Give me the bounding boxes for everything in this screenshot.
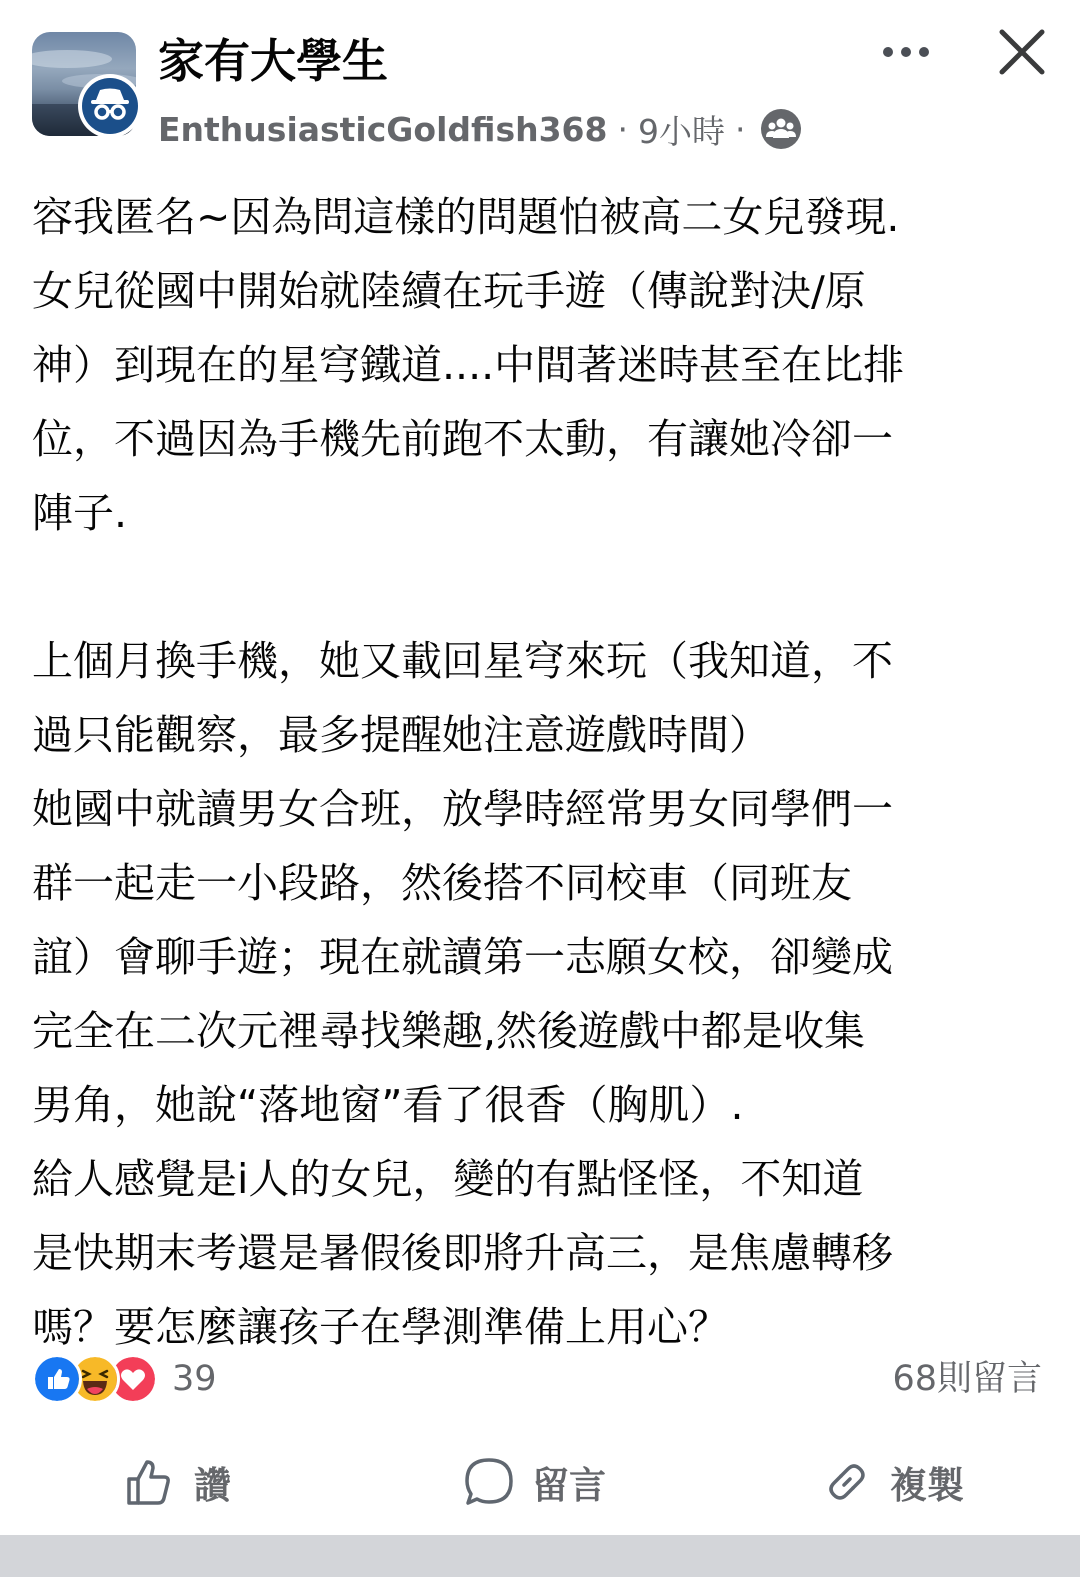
bottom-divider [0,1535,1080,1577]
post-time[interactable]: 9小時 [637,111,725,151]
like-button[interactable] [124,1440,231,1524]
thumbs-up-icon [124,1455,178,1509]
group-name[interactable]: 家有大學生 [158,34,388,88]
avatar[interactable] [32,32,138,138]
action-bar [0,1440,1080,1524]
separator-dot: · [617,109,628,149]
group-audience-icon[interactable] [759,107,803,151]
more-options-button[interactable] [870,30,942,74]
post-paragraph: 上個月換手機，她又載回星穹來玩（我知道，不 過只能觀察，最多提醒她注意遊戲時間） 她國中就讀男女合班，放學時經常男女同學們一 群一起走一小段路，然後搭不同校車（同班友 誼）會聊手遊；現在就讀第一志願女校，卻變成 完全在二次元裡尋找樂趣,然後遊戲中都是收集 男角，她說“落地窗”看了很香（胸肌）. 給人感覺是i人的女兒，變的有點怪怪，不知道 是快期末考還是暑假後即將升高三，是焦慮轉移 嗎？要怎麼讓孩子在學測準備上用心？ [32,637,893,1351]
reactions-summary[interactable] [32,1354,217,1404]
close-button[interactable] [996,26,1048,78]
like-label: 讚 [194,1464,231,1507]
separator-dot: · [734,109,746,149]
copy-button[interactable] [820,1440,964,1524]
comment-count[interactable]: 68則留言 [892,1359,1042,1399]
comment-label: 留言 [532,1464,606,1507]
more-options-icon [870,30,942,74]
close-icon [996,26,1048,78]
link-icon [820,1455,874,1509]
post-paragraph: 容我匿名~因為問這樣的問題怕被高二女兒發現. 女兒從國中開始就陸續在玩手遊（傳說對決/原 神）到現在的星穹鐵道....中間著迷時甚至在比排 位，不過因為手機先前跑不太動，有讓她冷卻一 陣子. [32,193,905,537]
reaction-count[interactable]: 39 [172,1359,217,1399]
comment-bubble-icon [462,1455,516,1509]
post-body [32,180,1052,1364]
comment-button[interactable] [462,1440,606,1524]
anonymous-member-icon [78,74,142,138]
post-meta [158,106,803,152]
post-header [0,0,1080,160]
like-icon [32,1354,82,1404]
author-name[interactable]: EnthusiasticGoldfish368 [158,109,608,149]
copy-label: 複製 [890,1464,964,1507]
